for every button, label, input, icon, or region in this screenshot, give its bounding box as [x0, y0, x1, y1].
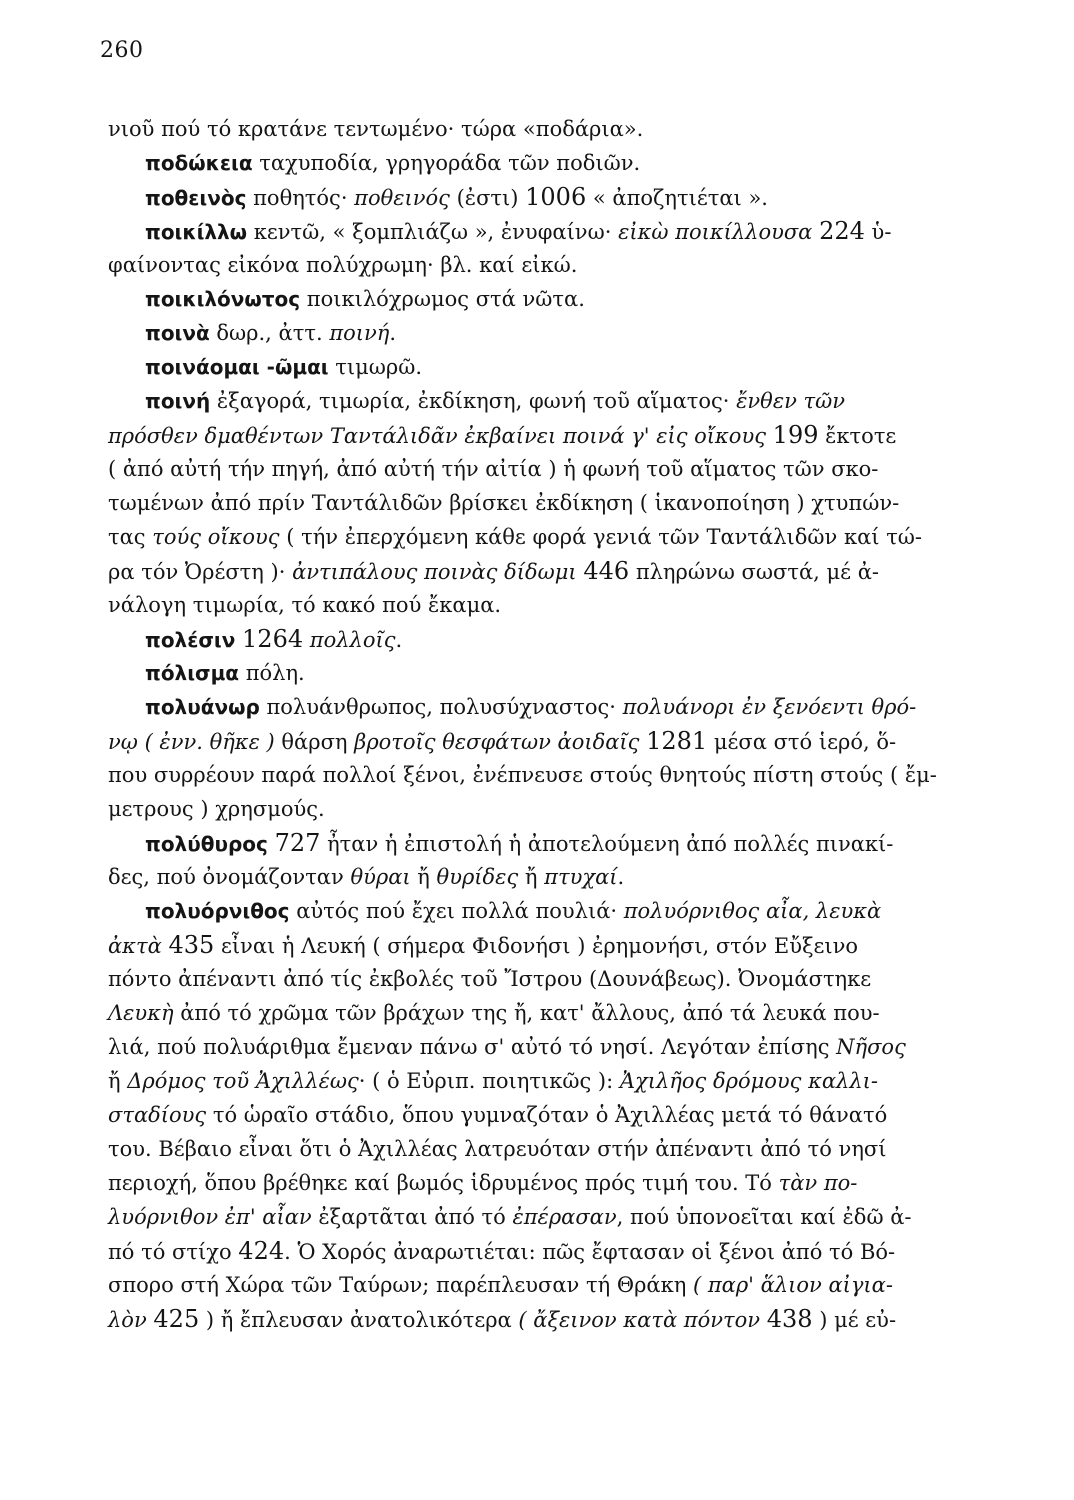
gloss-text: ) μέ εὐ- [812, 1308, 897, 1332]
verse-number: 425 [153, 1305, 200, 1333]
text-line [108, 690, 948, 724]
headword: πολύθυρος [145, 832, 268, 856]
text-line [108, 520, 948, 554]
quoted-greek: λὸν [108, 1308, 147, 1332]
gloss-text: πληρώνω σωστά, μέ ἀ- [629, 560, 879, 584]
gloss-text [766, 424, 773, 448]
text-line [108, 1234, 948, 1268]
headword: ποικίλλω [145, 220, 248, 244]
headword: ποινή [145, 389, 211, 413]
gloss-text: κεντῶ, « ξομπλιάζω », ἐνυφαίνω· [247, 220, 619, 244]
verse-number: 1264 [242, 625, 304, 653]
gloss-text: αὐτός πού ἔχει πολλά πουλιά· [289, 899, 624, 923]
gloss-text: νιοῦ πού τό κρατάνε τεντωμένο· τώρα «ποδάρια». [108, 117, 644, 141]
text-line [108, 758, 948, 792]
gloss-text: (ἐστι) [449, 186, 526, 210]
gloss-text: νάλογη τιμωρία, τό κακό πού ἔκαμα. [108, 593, 502, 617]
quoted-greek: ποθεινός [354, 186, 450, 210]
headword: πόλισμα [145, 661, 240, 685]
gloss-text: · ( ὁ Εὐριπ. ποιητικῶς ): [358, 1069, 620, 1093]
text-line [108, 1030, 948, 1064]
text-line [108, 452, 948, 486]
verse-number: 199 [772, 421, 819, 449]
gloss-text: ρα τόν Ὀρέστη )· [108, 560, 293, 584]
gloss-text [303, 628, 310, 652]
quoted-greek: ( ἄξεινον κατὰ πόντον [518, 1308, 761, 1332]
gloss-text: « ἀποζητιέται ». [586, 186, 768, 210]
gloss-text: ἔκτοτε [818, 424, 897, 448]
quoted-greek: λυόρνιθον ἐπ' αἶαν [108, 1205, 312, 1229]
quoted-greek: πολυόρνιθος αἶα, λευκὰ [623, 899, 882, 923]
text-line [108, 384, 948, 418]
gloss-text [760, 1308, 767, 1332]
quoted-greek: ποινή [329, 321, 390, 345]
text-line [108, 792, 948, 826]
quoted-greek: πτυχαί [544, 865, 618, 889]
verse-number: 727 [274, 829, 321, 857]
quoted-greek: ἐπέρασαν [512, 1205, 617, 1229]
text-line [108, 350, 948, 384]
gloss-text: λιά, πού πολυάριθμα ἔμεναν πάνω σ' αὐτό τό νησί. Λεγόταν ἐπίσης [108, 1035, 837, 1059]
quoted-greek: τὰν πο- [778, 1171, 858, 1195]
glossary-text [108, 112, 948, 1336]
quoted-greek: εἰκὼ ποικίλλουσα [618, 220, 813, 244]
page-number: 260 [100, 38, 144, 63]
quoted-greek: πολυάνορι ἐν ξενόεντι θρό- [622, 695, 917, 719]
gloss-text: πολυάνθρωπος, πολυσύχναστος· [259, 695, 623, 719]
gloss-text: ( ἀπό αὐτή τήν πηγή, ἀπό αὐτή τήν αἰτία ) ἡ φωνή τοῦ αἵματος τῶν σκο- [108, 457, 879, 481]
text-line [108, 1132, 948, 1166]
text-line [108, 282, 948, 316]
text-line [108, 1302, 948, 1336]
quoted-greek: τούς οἴκους [152, 525, 280, 549]
headword: ποικιλόνωτος [145, 287, 301, 311]
text-line [108, 554, 948, 588]
gloss-text: σπορο στή Χώρα τῶν Ταύρων; παρέπλευσαν τή Θράκη [108, 1273, 693, 1297]
gloss-text: ἤ [518, 865, 545, 889]
gloss-text: του. Βέβαιο εἶναι ὅτι ὁ Ἀχιλλέας λατρευόταν στήν ἀπέναντι ἀπό τό νησί [108, 1137, 887, 1161]
gloss-text: μέσα στό ἱερό, ὅ- [707, 730, 897, 754]
text-line [108, 486, 948, 520]
headword: ποινάομαι -ῶμαι [145, 355, 329, 379]
text-line [108, 962, 948, 996]
text-line [108, 622, 948, 656]
text-line [108, 1200, 948, 1234]
text-line [108, 826, 948, 860]
gloss-text: ἤ [108, 1069, 128, 1093]
quoted-greek: ἔνθεν τῶν [736, 389, 846, 413]
headword: ποδώκεια [145, 151, 253, 175]
quoted-greek: πολλοῖς [309, 628, 396, 652]
text-line [108, 214, 948, 248]
text-line [108, 112, 948, 146]
verse-number: 424 [238, 1237, 285, 1265]
quoted-greek: Νῆσος [836, 1035, 906, 1059]
gloss-text: που συρρέουν παρά πολλοί ξένοι, ἐνέπνευσε στούς θνητούς πίστη στούς ( ἔμ- [108, 763, 937, 787]
verse-number: 224 [819, 217, 865, 245]
gloss-text: τό ὡραῖο στάδιο, ὅπου γυμναζόταν ὁ Ἀχιλλέας μετά τό θάνατό [206, 1103, 888, 1127]
text-line [108, 1098, 948, 1132]
gloss-text: , πού ὑπονοεῖται καί ἐδῶ ἀ- [616, 1205, 912, 1229]
gloss-text: ) ἤ ἔπλευσαν ἀνατολικότερα [199, 1308, 519, 1332]
verse-number: 438 [766, 1305, 813, 1333]
gloss-text: ταχυποδία, γρηγοράδα τῶν ποδιῶν. [252, 151, 641, 175]
quoted-greek: νῳ ( ἐνν. θῆκε ) [108, 730, 282, 754]
text-line [108, 1268, 948, 1302]
quoted-greek: Ἀχιλῆος δρόμους καλλι- [619, 1069, 878, 1093]
headword: πολέσιν [145, 628, 236, 652]
text-line [108, 418, 948, 452]
gloss-text: περιοχή, ὅπου βρέθηκε καί βωμός ἱδρυμένος πρός τιμή του. Τό [108, 1171, 779, 1195]
gloss-text: θάρση [281, 730, 355, 754]
gloss-text: . [395, 628, 403, 652]
quoted-greek: σταδίους [108, 1103, 207, 1127]
gloss-text: ἐξαρτᾶται ἀπό τό [311, 1205, 513, 1229]
gloss-text: μετρους ) χρησμούς. [108, 797, 325, 821]
gloss-text: . [617, 865, 625, 889]
text-line [108, 996, 948, 1030]
text-line [108, 656, 948, 690]
gloss-text: ποικιλόχρωμος στά νῶτα. [300, 287, 585, 311]
gloss-text: ἐξαγορά, τιμωρία, ἐκδίκηση, φωνή τοῦ αἵματος· [210, 389, 737, 413]
gloss-text: φαίνοντας εἰκόνα πολύχρωμη· βλ. καί εἰκώ. [108, 253, 578, 277]
text-line [108, 248, 948, 282]
text-line [108, 928, 948, 962]
quoted-greek: πρόσθεν δμαθέντων Ταντάλιδᾶν ἐκβαίνει ποινά γ' εἰς οἴκους [108, 424, 766, 448]
text-line [108, 860, 948, 894]
headword: ποθεινὸς [145, 186, 247, 210]
text-line [108, 1166, 948, 1200]
verse-number: 435 [168, 931, 215, 959]
gloss-text: ( τήν ἐπερχόμενη κάθε φορά γενιά τῶν Ταντάλιδῶν καί τώ- [279, 525, 923, 549]
gloss-text: εἶναι ἡ Λευκή ( σήμερα Φιδονήσι ) ἐρημονήσι, στόν Εὔξεινο [214, 934, 859, 958]
headword: ποινὰ [145, 321, 210, 345]
text-line [108, 588, 948, 622]
verse-number: 1281 [646, 727, 708, 755]
quoted-greek: θύραι [350, 865, 411, 889]
gloss-text: ἦταν ἡ ἐπιστολή ἡ ἀποτελούμενη ἀπό πολλές πινακί- [320, 832, 894, 856]
text-line [108, 180, 948, 214]
verse-number: 1006 [525, 183, 587, 211]
text-line [108, 894, 948, 928]
quoted-greek: ἀκτὰ [108, 934, 162, 958]
gloss-text: πόλη. [239, 661, 305, 685]
quoted-greek: θυρίδες [436, 865, 519, 889]
text-line [108, 1064, 948, 1098]
gloss-text: . [389, 321, 397, 345]
gloss-text: τωμένων ἀπό πρίν Ταντάλιδῶν βρίσκει ἐκδίκηση ( ἱκανοποίηση ) χτυπών- [108, 491, 900, 515]
text-line [108, 724, 948, 758]
quoted-greek: ( παρ' ἅλιον αἰγια- [692, 1273, 893, 1297]
gloss-text: ὑ- [864, 220, 892, 244]
gloss-text: ἤ [410, 865, 437, 889]
gloss-text: δες, πού ὀνομάζονταν [108, 865, 351, 889]
quoted-greek: ἀντιπάλους ποινὰς δίδωμι [292, 560, 577, 584]
quoted-greek: Λευκὴ [108, 1001, 174, 1025]
text-line [108, 316, 948, 350]
verse-number: 446 [583, 557, 630, 585]
gloss-text: δωρ., ἀττ. [209, 321, 330, 345]
gloss-text [268, 832, 275, 856]
gloss-text: ἀπό τό χρῶμα τῶν βράχων της ἤ, κατ' ἄλλους, ἀπό τά λευκά που- [173, 1001, 880, 1025]
gloss-text: τας [108, 525, 153, 549]
gloss-text: τιμωρῶ. [328, 355, 423, 379]
quoted-greek: Δρόμος τοῦ Ἀχιλλέως [127, 1069, 359, 1093]
quoted-greek: βροτοῖς θεσφάτων ἀοιδαῖς [354, 730, 640, 754]
text-line [108, 146, 948, 180]
headword: πολυάνωρ [145, 695, 260, 719]
gloss-text: πό τό στίχο [108, 1240, 239, 1264]
gloss-text: πόντο ἀπέναντι ἀπό τίς ἐκβολές τοῦ Ἴστρου (Δουνάβεως). Ὀνομάστηκε [108, 967, 872, 991]
gloss-text: ποθητός· [246, 186, 355, 210]
headword: πολυόρνιθος [145, 899, 290, 923]
gloss-text: . Ὁ Χορός ἀναρωτιέται: πῶς ἔφτασαν οἱ ξένοι ἀπό τό Βό- [284, 1240, 896, 1264]
